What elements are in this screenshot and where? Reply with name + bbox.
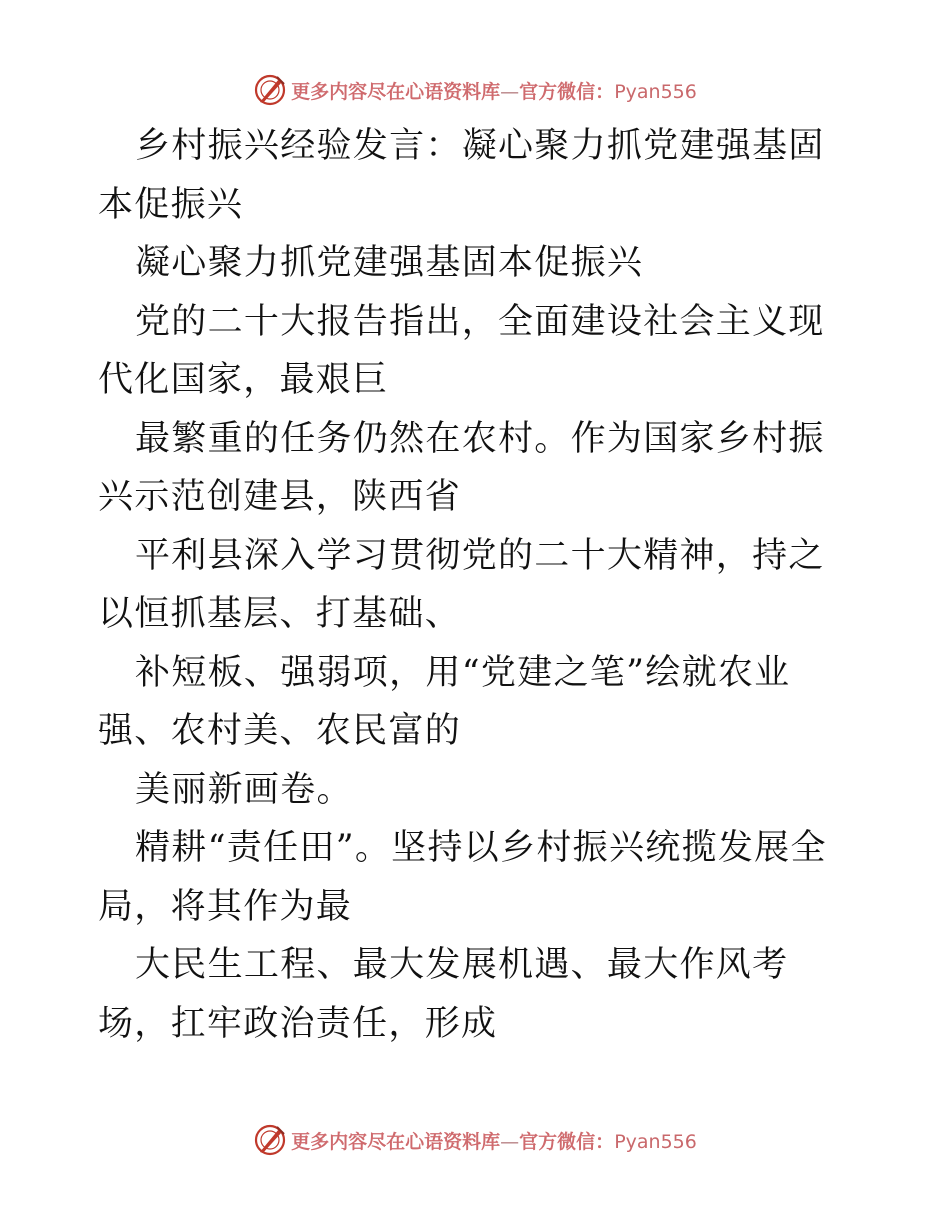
contact-value: Pyan556 <box>614 1130 697 1153</box>
banner-dash: — <box>500 80 520 103</box>
contact-value: Pyan556 <box>614 80 697 103</box>
paragraph: 平利县深入学习贯彻党的二十大精神，持之以恒抓基层、打基础、 <box>98 535 825 634</box>
document-title: 乡村振兴经验发言：凝心聚力抓党建强基固本促振兴 <box>98 126 825 225</box>
header-banner <box>0 70 950 110</box>
banner-text <box>291 1127 697 1154</box>
paragraph: 党的二十大报告指出，全面建设社会主义现代化国家，最艰巨 <box>98 301 825 400</box>
banner-text <box>291 77 697 104</box>
footer-banner <box>0 1120 950 1160</box>
quill-logo-icon <box>253 1123 287 1157</box>
paragraph: 大民生工程、最大发展机遇、最大作风考场，扛牢政治责任，形成 <box>98 945 789 1044</box>
contact-label: 官方微信： <box>519 1130 615 1153</box>
paragraph: 美丽新画卷。 <box>135 769 353 810</box>
banner-dash: — <box>500 1130 520 1153</box>
contact-label: 官方微信： <box>519 80 615 103</box>
brand-text: 更多内容尽在心语资料库 <box>291 1130 501 1153</box>
document-body <box>98 117 858 1053</box>
paragraph: 精耕“责任田”。坚持以乡村振兴统揽发展全局，将其作为最 <box>98 828 827 927</box>
document-subtitle: 凝心聚力抓党建强基固本促振兴 <box>135 243 644 283</box>
brand-text: 更多内容尽在心语资料库 <box>291 80 501 103</box>
quill-logo-icon <box>253 73 287 107</box>
paragraph: 补短板、强弱项，用“党建之笔”绘就农业强、农村美、农民富的 <box>98 652 791 751</box>
paragraph: 最繁重的任务仍然在农村。作为国家乡村振兴示范创建县，陕西省 <box>98 418 825 517</box>
